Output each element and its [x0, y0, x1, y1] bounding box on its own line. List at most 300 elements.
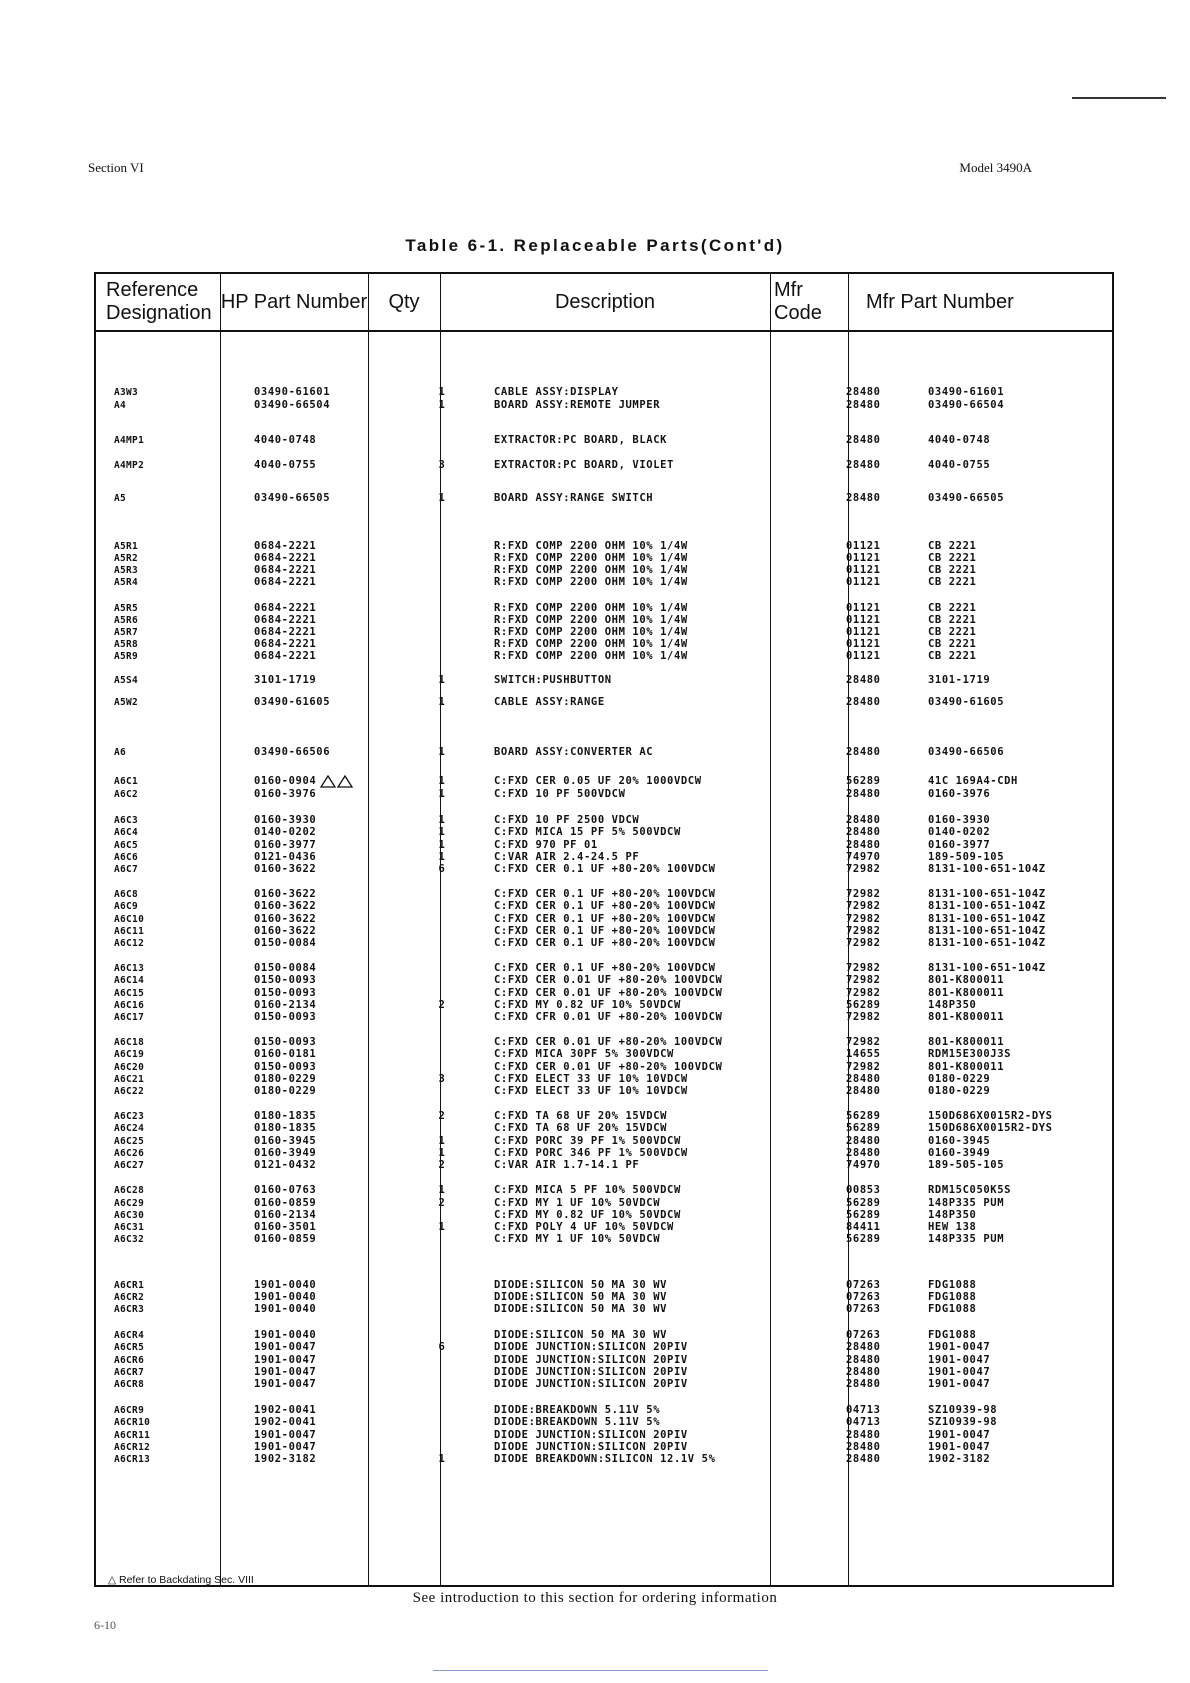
cell-description: C:FXD MY 1 UF 10% 50VDCW [494, 1197, 661, 1209]
cell-description: DIODE JUNCTION:SILICON 20PIV [494, 1378, 688, 1390]
cell-ref: A5S4 [114, 675, 139, 686]
cell-ref: A6C6 [114, 852, 139, 863]
cell-description: C:FXD MICA 15 PF 5% 500VDCW [494, 826, 681, 838]
cell-ref: A6C23 [114, 1111, 145, 1122]
cell-mfr-part: 1901-0047 [928, 1366, 991, 1378]
cell-mfr-part: 8131-100-651-104Z [928, 863, 1046, 875]
cell-mfr-code: 14655 [846, 1048, 881, 1060]
cell-description: R:FXD COMP 2200 OHM 10% 1/4W [494, 552, 688, 564]
cell-description: C:FXD CER 0.05 UF 20% 1000VDCW [494, 775, 702, 787]
cell-mfr-part: 189-505-105 [928, 1159, 1005, 1171]
cell-qty: 1 [438, 826, 446, 838]
cell-mfr-part: CB 2221 [928, 614, 977, 626]
cell-description: R:FXD COMP 2200 OHM 10% 1/4W [494, 540, 688, 552]
cell-mfr-part: CB 2221 [928, 552, 977, 564]
cell-ref: A4 [114, 400, 127, 411]
cell-ref: A6C13 [114, 963, 145, 974]
table-row [96, 1122, 1112, 1135]
cell-ref: A6C24 [114, 1123, 145, 1134]
cell-hp-part: 0160-2134 [254, 999, 317, 1011]
cell-description: DIODE:SILICON 50 MA 30 WV [494, 1279, 668, 1291]
cell-mfr-part: 03490-66505 [928, 492, 1005, 504]
cell-mfr-code: 28480 [846, 399, 881, 411]
cell-qty: 3 [438, 459, 446, 471]
table-row [96, 1085, 1112, 1098]
cell-qty: 1 [438, 399, 446, 411]
cell-mfr-code: 28480 [846, 696, 881, 708]
ordering-info: See introduction to this section for ordering information [412, 1590, 778, 1606]
cell-mfr-code: 72982 [846, 987, 881, 999]
cell-qty: 2 [438, 1110, 446, 1122]
cell-mfr-part: 0160-3945 [928, 1135, 991, 1147]
cell-mfr-part: 148P335 PUM [928, 1233, 1005, 1245]
cell-qty: 6 [438, 863, 446, 875]
table-row [96, 696, 1112, 709]
cell-ref: A5R6 [114, 615, 139, 626]
cell-ref: A6C8 [114, 889, 139, 900]
cell-mfr-part: 801-K800011 [928, 987, 1005, 999]
cell-ref: A6C17 [114, 1012, 145, 1023]
cell-qty: 2 [438, 999, 446, 1011]
col-header-mfr-code: Mfr Code [774, 279, 822, 324]
cell-hp-part: 0160-3977 [254, 839, 317, 851]
cell-mfr-code: 56289 [846, 775, 881, 787]
cell-description: R:FXD COMP 2200 OHM 10% 1/4W [494, 626, 688, 638]
cell-qty: 1 [438, 1221, 446, 1233]
cell-ref: A6CR9 [114, 1405, 145, 1416]
cell-ref: A3W3 [114, 387, 139, 398]
cell-hp-part: 0160-3501 [254, 1221, 317, 1233]
cell-description: C:FXD CER 0.1 UF +80-20% 100VDCW [494, 962, 716, 974]
cell-ref: A6CR10 [114, 1417, 151, 1428]
cell-mfr-code: 56289 [846, 1110, 881, 1122]
cell-mfr-part: FDG1088 [928, 1329, 977, 1341]
cell-ref: A6C26 [114, 1148, 145, 1159]
cell-description: R:FXD COMP 2200 OHM 10% 1/4W [494, 576, 688, 588]
footnote-text: Refer to Backdating Sec. VIII [119, 1574, 254, 1586]
cell-description: R:FXD COMP 2200 OHM 10% 1/4W [494, 564, 688, 576]
cell-ref: A6CR11 [114, 1430, 151, 1441]
cell-mfr-part: 8131-100-651-104Z [928, 888, 1046, 900]
cell-description: C:FXD CER 0.1 UF +80-20% 100VDCW [494, 925, 716, 937]
cell-description: CABLE ASSY:DISPLAY [494, 386, 619, 398]
cell-description: R:FXD COMP 2200 OHM 10% 1/4W [494, 602, 688, 614]
cell-ref: A5R3 [114, 565, 139, 576]
cell-qty: 1 [438, 746, 446, 758]
cell-qty: 1 [438, 851, 446, 863]
cell-mfr-code: 01121 [846, 614, 881, 626]
cell-hp-part: 0160-3622 [254, 888, 317, 900]
cell-ref: A6C7 [114, 864, 139, 875]
cell-description: BOARD ASSY:CONVERTER AC [494, 746, 654, 758]
col-header-description: Description [554, 290, 656, 313]
cell-qty: 2 [438, 1197, 446, 1209]
cell-mfr-part: 801-K800011 [928, 1061, 1005, 1073]
cell-mfr-part: 148P350 [928, 1209, 977, 1221]
cell-description: C:FXD CER 0.01 UF +80-20% 100VDCW [494, 987, 723, 999]
cell-ref: A6C5 [114, 840, 139, 851]
cell-hp-part: 0150-0084 [254, 962, 317, 974]
cell-hp-part: 1901-0040 [254, 1291, 317, 1303]
cell-hp-part: 0150-0093 [254, 1036, 317, 1048]
cell-hp-part: 0160-3930 [254, 814, 317, 826]
cell-mfr-part: CB 2221 [928, 540, 977, 552]
header-rule [96, 330, 1112, 332]
cell-hp-part: 1901-0047 [254, 1354, 317, 1366]
cell-mfr-code: 28480 [846, 1341, 881, 1353]
cell-ref: A6C11 [114, 926, 145, 937]
table-row [96, 1233, 1112, 1246]
table-row [96, 1341, 1112, 1354]
cell-qty: 1 [438, 1147, 446, 1159]
cell-ref: A6C1 [114, 776, 139, 787]
cell-description: SWITCH:PUSHBUTTON [494, 674, 612, 686]
top-rule [1072, 97, 1166, 99]
cell-ref: A6CR5 [114, 1342, 145, 1353]
cell-mfr-part: 1901-0047 [928, 1429, 991, 1441]
cell-description: C:FXD CER 0.1 UF +80-20% 100VDCW [494, 937, 716, 949]
cell-description: BOARD ASSY:REMOTE JUMPER [494, 399, 661, 411]
cell-mfr-part: 8131-100-651-104Z [928, 962, 1046, 974]
cell-description: C:FXD MY 0.82 UF 10% 50VDCW [494, 999, 681, 1011]
cell-ref: A6C2 [114, 789, 139, 800]
cell-mfr-code: 72982 [846, 900, 881, 912]
cell-mfr-part: 801-K800011 [928, 974, 1005, 986]
table-row [96, 900, 1112, 913]
table-row [96, 826, 1112, 839]
col-header-mfr-part: Mfr Part Number [866, 290, 1014, 313]
cell-mfr-part: 1902-3182 [928, 1453, 991, 1465]
cell-mfr-code: 28480 [846, 826, 881, 838]
table-row [96, 399, 1112, 412]
table-row [96, 1048, 1112, 1061]
cell-mfr-part: CB 2221 [928, 650, 977, 662]
cell-mfr-code: 01121 [846, 576, 881, 588]
page-number: 6-10 [94, 1618, 116, 1632]
cell-description: C:FXD POLY 4 UF 10% 50VDCW [494, 1221, 674, 1233]
cell-ref: A5R2 [114, 553, 139, 564]
cell-hp-part: 1901-0040 [254, 1329, 317, 1341]
cell-description: C:FXD CER 0.1 UF +80-20% 100VDCW [494, 900, 716, 912]
cell-mfr-part: HEW 138 [928, 1221, 977, 1233]
cell-mfr-part: 148P350 [928, 999, 977, 1011]
cell-description: C:FXD TA 68 UF 20% 15VDCW [494, 1122, 668, 1134]
cell-ref: A6CR7 [114, 1367, 145, 1378]
cell-description: DIODE JUNCTION:SILICON 20PIV [494, 1341, 688, 1353]
cell-hp-part: 1901-0047 [254, 1341, 317, 1353]
cell-mfr-part: 0160-3976 [928, 788, 991, 800]
cell-description: C:FXD PORC 346 PF 1% 500VDCW [494, 1147, 688, 1159]
cell-mfr-code: 28480 [846, 839, 881, 851]
cell-mfr-code: 28480 [846, 386, 881, 398]
cell-qty: 6 [438, 1341, 446, 1353]
cell-ref: A6CR13 [114, 1454, 151, 1465]
cell-description: C:FXD CER 0.01 UF +80-20% 100VDCW [494, 974, 723, 986]
cell-mfr-part: CB 2221 [928, 576, 977, 588]
table-row [96, 863, 1112, 876]
cell-ref: A6C29 [114, 1198, 145, 1209]
cell-mfr-part: RDM15C050K5S [928, 1184, 1012, 1196]
cell-ref: A6C10 [114, 914, 145, 925]
cell-mfr-part: 41C 169A4-CDH [928, 775, 1018, 787]
cell-mfr-part: 8131-100-651-104Z [928, 937, 1046, 949]
cell-qty: 1 [438, 1135, 446, 1147]
cell-qty: 1 [438, 696, 446, 708]
cell-mfr-code: 28480 [846, 434, 881, 446]
cell-ref: A5R1 [114, 541, 139, 552]
cell-hp-part: 0160-0904 [254, 775, 316, 788]
cell-mfr-part: FDG1088 [928, 1279, 977, 1291]
cell-mfr-code: 84411 [846, 1221, 881, 1233]
cell-mfr-code: 72982 [846, 913, 881, 925]
cell-hp-part: 0684-2221 [254, 552, 317, 564]
cell-hp-part: 0160-3622 [254, 863, 317, 875]
cell-hp-part: 03490-66506 [254, 746, 331, 758]
table-row [96, 386, 1112, 399]
cell-mfr-code: 72982 [846, 925, 881, 937]
cell-mfr-code: 28480 [846, 1073, 881, 1085]
cell-hp-part: 0160-2134 [254, 1209, 317, 1221]
cell-hp-part: 0684-2221 [254, 576, 317, 588]
cell-hp-part: 1902-3182 [254, 1453, 317, 1465]
cell-description: EXTRACTOR:PC BOARD, BLACK [494, 434, 668, 446]
cell-ref: A6C32 [114, 1234, 145, 1245]
cell-mfr-part: 8131-100-651-104Z [928, 925, 1046, 937]
table-row [96, 974, 1112, 987]
cell-mfr-code: 28480 [846, 1366, 881, 1378]
cell-description: C:FXD 10 PF 2500 VDCW [494, 814, 640, 826]
table-row [96, 674, 1112, 687]
cell-ref: A6C28 [114, 1185, 145, 1196]
cell-mfr-code: 72982 [846, 937, 881, 949]
cell-ref: A6CR4 [114, 1330, 145, 1341]
cell-ref: A4MP1 [114, 435, 145, 446]
col-header-hp-part: HP Part Number [220, 290, 368, 313]
cell-ref: A6C25 [114, 1136, 145, 1147]
cell-mfr-part: 0160-3977 [928, 839, 991, 851]
cell-mfr-code: 07263 [846, 1279, 881, 1291]
table-row [96, 788, 1112, 801]
cell-description: C:FXD CER 0.1 UF +80-20% 100VDCW [494, 888, 716, 900]
cell-hp-part: 0160-0181 [254, 1048, 317, 1060]
cell-mfr-code: 28480 [846, 746, 881, 758]
cell-ref: A6C15 [114, 988, 145, 999]
table-row [96, 492, 1112, 505]
cell-hp-part: 0684-2221 [254, 650, 317, 662]
cell-ref: A6CR2 [114, 1292, 145, 1303]
cell-hp-part: 1902-0041 [254, 1404, 317, 1416]
cell-hp-part: 1902-0041 [254, 1416, 317, 1428]
cell-mfr-code: 04713 [846, 1416, 881, 1428]
cell-hp-part: 0150-0084 [254, 937, 317, 949]
cell-mfr-code: 28480 [846, 1453, 881, 1465]
cell-qty: 1 [438, 674, 446, 686]
cell-hp-part: 0160-3945 [254, 1135, 317, 1147]
cell-hp-part: 03490-61601 [254, 386, 331, 398]
cell-description: BOARD ASSY:RANGE SWITCH [494, 492, 654, 504]
cell-mfr-part: 8131-100-651-104Z [928, 900, 1046, 912]
cell-ref: A5 [114, 493, 127, 504]
cell-ref: A6CR8 [114, 1379, 145, 1390]
cell-description: DIODE BREAKDOWN:SILICON 12.1V 5% [494, 1453, 716, 1465]
cell-mfr-part: RDM15E300J3S [928, 1048, 1012, 1060]
cell-mfr-part: 1901-0047 [928, 1354, 991, 1366]
cell-description: C:FXD MY 1 UF 10% 50VDCW [494, 1233, 661, 1245]
cell-mfr-code: 28480 [846, 492, 881, 504]
cell-hp-part: 03490-66505 [254, 492, 331, 504]
table-row [96, 775, 1112, 788]
model-label: Model 3490A [959, 160, 1032, 175]
cell-qty: 3 [438, 1073, 446, 1085]
cell-ref: A6CR6 [114, 1355, 145, 1366]
cell-ref: A6C19 [114, 1049, 145, 1060]
cell-hp-part: 0121-0436 [254, 851, 317, 863]
cell-description: C:FXD MICA 30PF 5% 300VDCW [494, 1048, 674, 1060]
col-header-qty: Qty [388, 290, 420, 313]
cell-description: DIODE:BREAKDOWN 5.11V 5% [494, 1416, 661, 1428]
cell-description: DIODE:SILICON 50 MA 30 WV [494, 1291, 668, 1303]
cell-ref: A5R5 [114, 603, 139, 614]
cell-mfr-code: 56289 [846, 1197, 881, 1209]
cell-mfr-part: CB 2221 [928, 638, 977, 650]
cell-mfr-code: 28480 [846, 1429, 881, 1441]
cell-mfr-part: CB 2221 [928, 626, 977, 638]
cell-hp-part: 0180-0229 [254, 1073, 317, 1085]
cell-ref: A6C30 [114, 1210, 145, 1221]
cell-qty: 1 [438, 386, 446, 398]
cell-ref: A6C16 [114, 1000, 145, 1011]
cell-mfr-part: 03490-66504 [928, 399, 1005, 411]
cell-hp-part: 0160-3622 [254, 913, 317, 925]
cell-ref: A6CR1 [114, 1280, 145, 1291]
cell-hp-part: 1901-0040 [254, 1279, 317, 1291]
cell-hp-part: 0150-0093 [254, 987, 317, 999]
cell-mfr-part: FDG1088 [928, 1303, 977, 1315]
table-row [96, 1303, 1112, 1316]
cell-mfr-part: 03490-61601 [928, 386, 1005, 398]
table-row [96, 1184, 1112, 1197]
cell-mfr-code: 28480 [846, 1085, 881, 1097]
cell-hp-part: 1901-0040 [254, 1303, 317, 1315]
cell-ref: A6C3 [114, 815, 139, 826]
cell-description: C:FXD CER 0.01 UF +80-20% 100VDCW [494, 1061, 723, 1073]
cell-ref: A6C14 [114, 975, 145, 986]
cell-mfr-code: 72982 [846, 888, 881, 900]
table-row [96, 1378, 1112, 1391]
table-row [96, 937, 1112, 950]
table-row [96, 1453, 1112, 1466]
cell-description: C:VAR AIR 2.4-24.5 PF [494, 851, 640, 863]
cell-hp-part: 0150-0093 [254, 1061, 317, 1073]
bottom-rule [433, 1670, 768, 1671]
cell-ref: A6C4 [114, 827, 139, 838]
cell-hp-part: 4040-0755 [254, 459, 317, 471]
cell-description: C:FXD ELECT 33 UF 10% 10VDCW [494, 1073, 688, 1085]
cell-hp-part: 1901-0047 [254, 1441, 317, 1453]
cell-hp-part: 0180-0229 [254, 1085, 317, 1097]
cell-ref: A6C22 [114, 1086, 145, 1097]
cell-description: C:FXD 970 PF 01 [494, 839, 598, 851]
section-label: Section VI [88, 160, 144, 175]
cell-mfr-code: 01121 [846, 540, 881, 552]
cell-hp-part: 0160-3622 [254, 925, 317, 937]
cell-mfr-code: 01121 [846, 564, 881, 576]
table-row [96, 650, 1112, 663]
cell-description: C:FXD PORC 39 PF 1% 500VDCW [494, 1135, 681, 1147]
table-title: Table 6-1. Replaceable Parts(Cont'd) [405, 236, 785, 255]
cell-ref: A6C12 [114, 938, 145, 949]
col-header-reference: Reference Designation [106, 279, 212, 324]
cell-mfr-code: 04713 [846, 1404, 881, 1416]
cell-hp-part: 4040-0748 [254, 434, 317, 446]
cell-mfr-code: 28480 [846, 1135, 881, 1147]
cell-mfr-part: 3101-1719 [928, 674, 991, 686]
cell-mfr-code: 72982 [846, 974, 881, 986]
cell-hp-part: 1901-0047 [254, 1366, 317, 1378]
cell-mfr-code: 72982 [846, 962, 881, 974]
cell-mfr-code: 72982 [846, 1061, 881, 1073]
cell-description: DIODE:BREAKDOWN 5.11V 5% [494, 1404, 661, 1416]
cell-hp-part: 3101-1719 [254, 674, 317, 686]
cell-mfr-part: 801-K800011 [928, 1011, 1005, 1023]
cell-description: DIODE JUNCTION:SILICON 20PIV [494, 1366, 688, 1378]
cell-ref: A6C21 [114, 1074, 145, 1085]
cell-ref: A4MP2 [114, 460, 145, 471]
cell-description: DIODE JUNCTION:SILICON 20PIV [494, 1429, 688, 1441]
cell-mfr-code: 72982 [846, 1036, 881, 1048]
cell-ref: A5R8 [114, 639, 139, 650]
cell-hp-part: 03490-61605 [254, 696, 331, 708]
cell-ref: A6C31 [114, 1222, 145, 1233]
cell-description: C:FXD 10 PF 500VDCW [494, 788, 626, 800]
cell-hp-part: 03490-66504 [254, 399, 331, 411]
cell-ref: A5R7 [114, 627, 139, 638]
cell-ref: A6CR3 [114, 1304, 145, 1315]
cell-mfr-part: 150D686X0015R2-DYS [928, 1122, 1053, 1134]
cell-ref: A6C9 [114, 901, 139, 912]
cell-mfr-code: 72982 [846, 1011, 881, 1023]
cell-qty: 2 [438, 1159, 446, 1171]
cell-qty: 1 [438, 814, 446, 826]
cell-mfr-part: FDG1088 [928, 1291, 977, 1303]
cell-description: C:FXD MY 0.82 UF 10% 50VDCW [494, 1209, 681, 1221]
cell-hp-part: 0150-0093 [254, 974, 317, 986]
cell-description: R:FXD COMP 2200 OHM 10% 1/4W [494, 650, 688, 662]
cell-mfr-code: 07263 [846, 1303, 881, 1315]
cell-hp-part: 0180-1835 [254, 1122, 317, 1134]
cell-mfr-code: 07263 [846, 1329, 881, 1341]
cell-mfr-code: 28480 [846, 459, 881, 471]
cell-hp-part: 0160-3949 [254, 1147, 317, 1159]
cell-mfr-code: 00853 [846, 1184, 881, 1196]
cell-ref: A5R4 [114, 577, 139, 588]
cell-qty: 1 [438, 775, 446, 787]
cell-mfr-part: 0180-0229 [928, 1085, 991, 1097]
table-row [96, 459, 1112, 472]
cell-mfr-code: 01121 [846, 650, 881, 662]
footnote [108, 1574, 254, 1586]
cell-mfr-code: 28480 [846, 788, 881, 800]
cell-qty: 1 [438, 839, 446, 851]
cell-mfr-part: 03490-66506 [928, 746, 1005, 758]
table-row [96, 434, 1112, 447]
cell-mfr-part: 0160-3930 [928, 814, 991, 826]
cell-mfr-code: 56289 [846, 999, 881, 1011]
cell-mfr-code: 74970 [846, 851, 881, 863]
cell-mfr-code: 07263 [846, 1291, 881, 1303]
table-row [96, 1416, 1112, 1429]
cell-ref: A5W2 [114, 697, 139, 708]
